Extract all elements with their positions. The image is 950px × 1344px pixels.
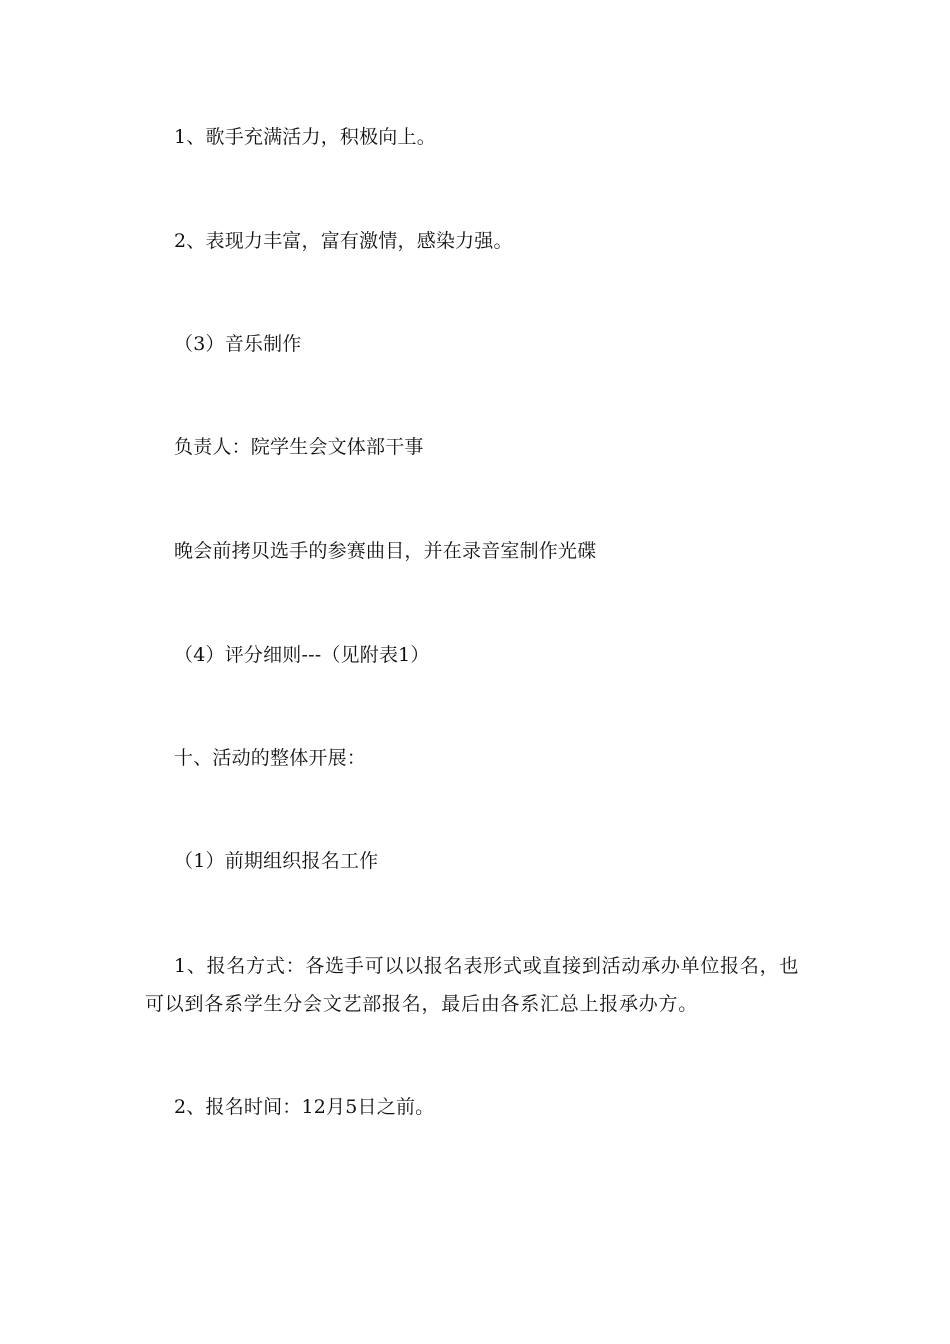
paragraph-registration-time: 2、报名时间：12月5日之前。: [174, 1096, 435, 1118]
heading-registration-work: （1）前期组织报名工作: [174, 850, 379, 872]
paragraph-copy-songs: 晚会前拷贝选手的参赛曲目，并在录音室制作光碟: [174, 540, 597, 562]
paragraph-expressiveness: 2、表现力丰富，富有激情，感染力强。: [174, 230, 513, 252]
paragraph-singer-vitality: 1、歌手充满活力，积极向上。: [174, 126, 436, 148]
heading-scoring-rules: （4）评分细则---（见附表1）: [174, 644, 430, 666]
heading-music-production: （3）音乐制作: [174, 333, 302, 355]
paragraph-person-in-charge: 负责人：院学生会文体部干事: [174, 436, 424, 458]
heading-overall-activity: 十、活动的整体开展：: [174, 747, 367, 769]
paragraph-registration-method: 1、报名方式：各选手可以以报名表形式或直接到活动承办单位报名，也可以到各系学生分会文艺部报名，最后由各系汇总上报承办方。: [145, 955, 800, 1015]
